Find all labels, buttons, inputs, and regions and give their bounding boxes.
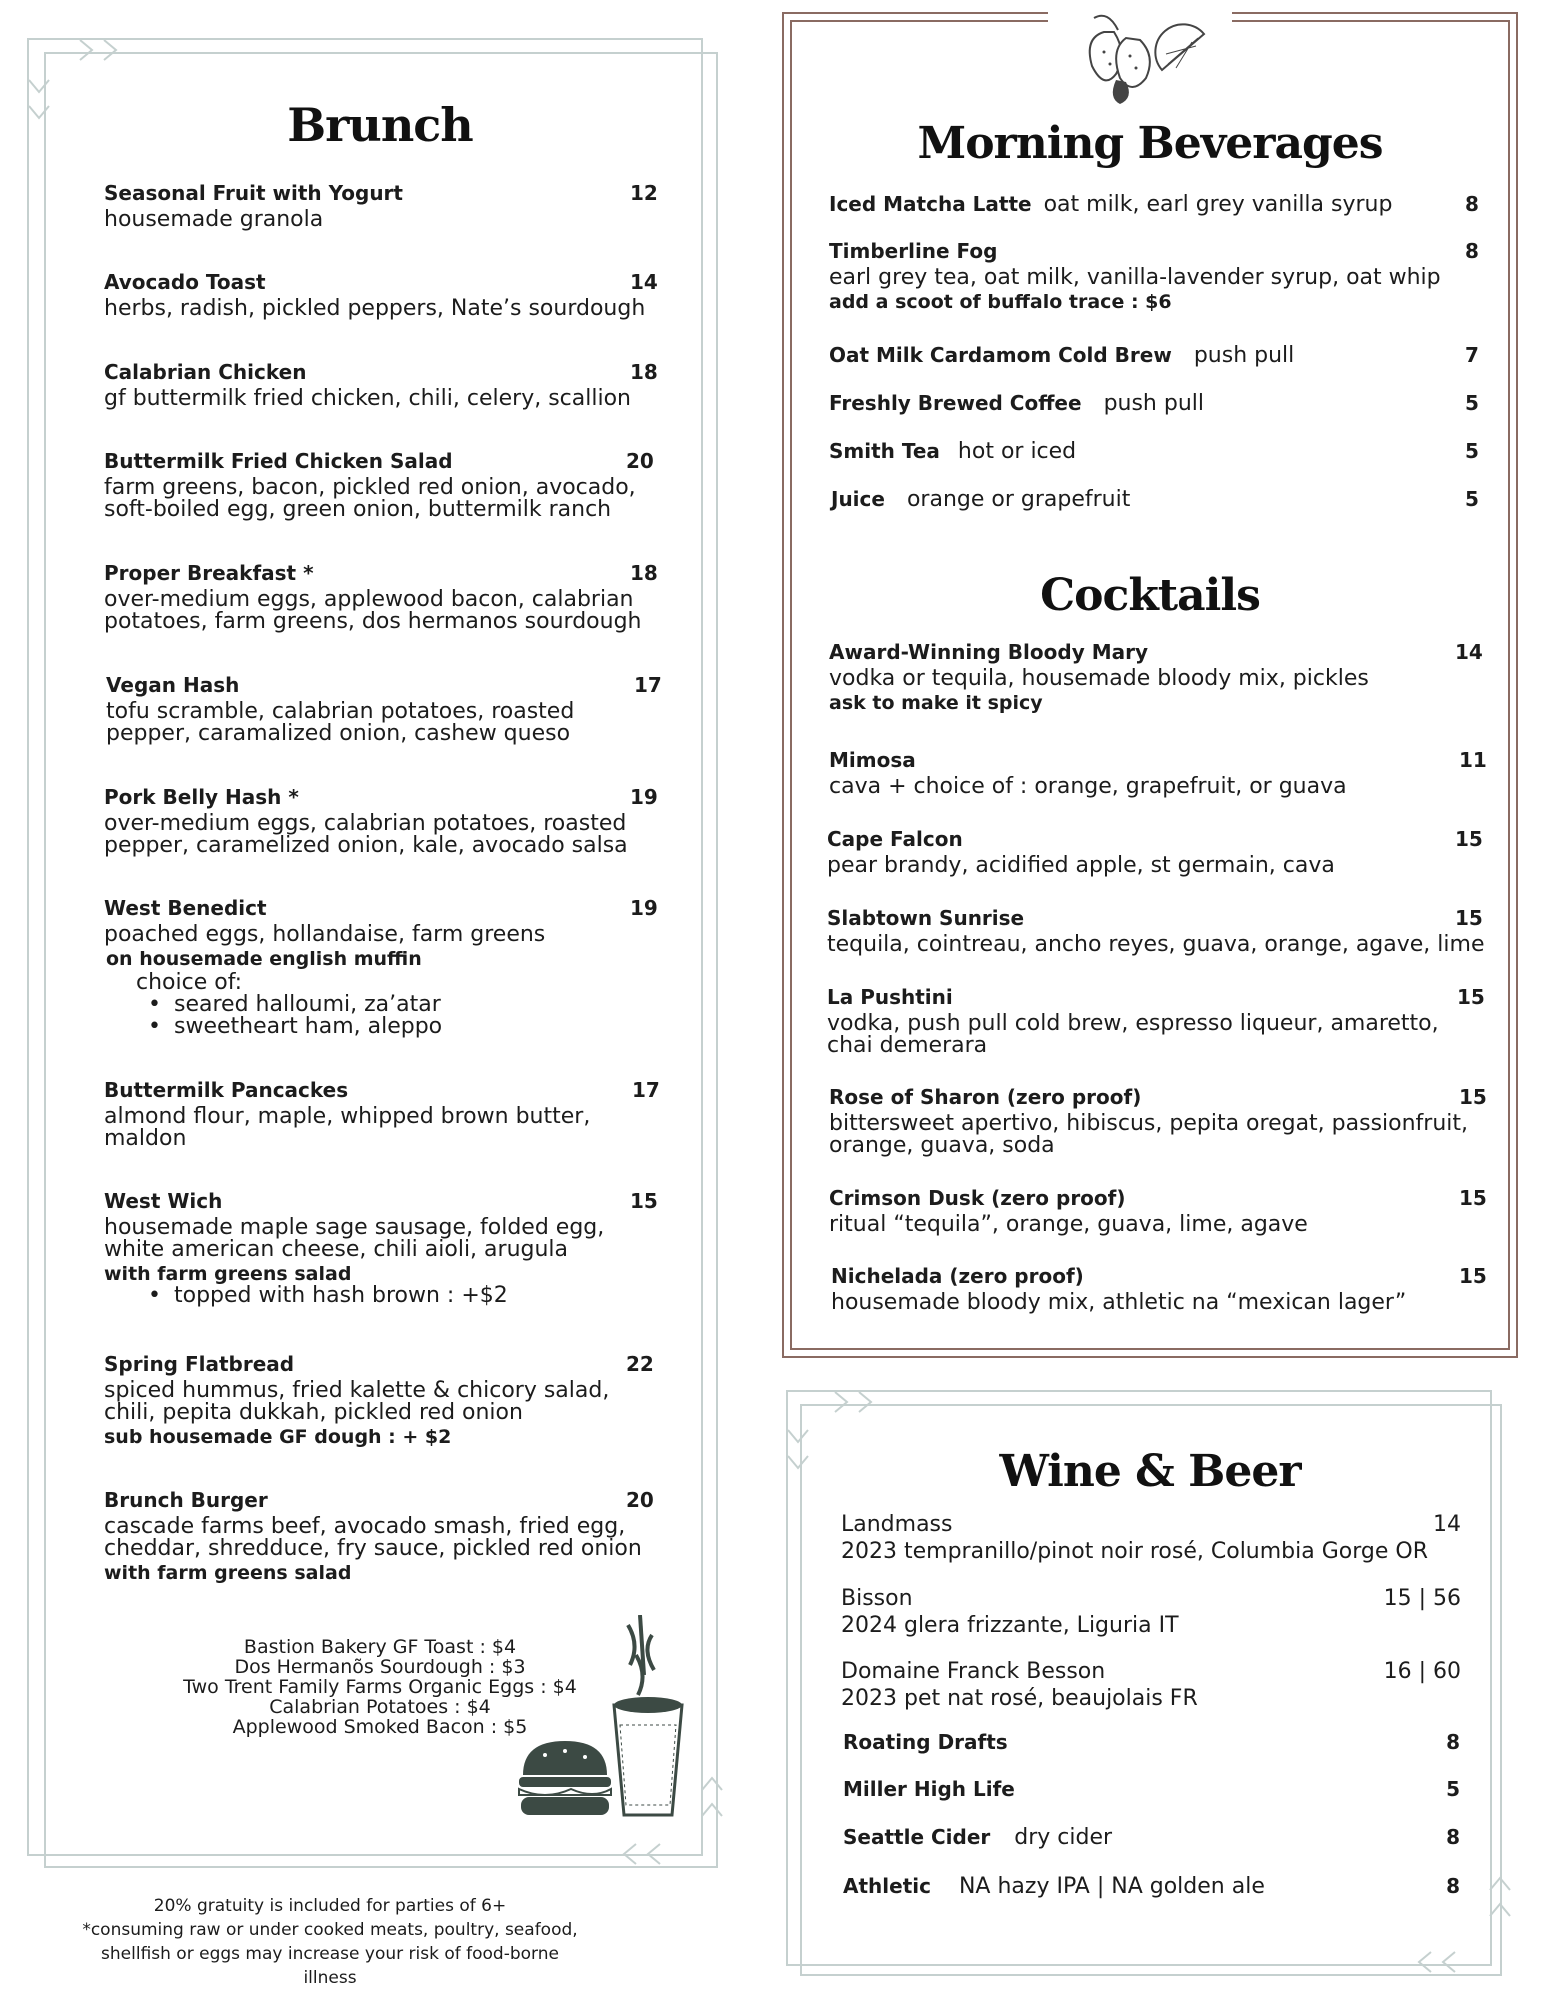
menu-item: [104, 270, 658, 321]
beverage-item: [829, 439, 1479, 464]
item-price: 5: [1465, 391, 1479, 415]
item-price: 16 | 60: [1383, 1659, 1461, 1684]
item-price: 19: [630, 896, 658, 920]
cocktail-item: [829, 748, 1487, 799]
item-desc: cheddar, shredduce, fry sauce, pickled red onion: [104, 1536, 642, 1561]
menu-item: [104, 1488, 664, 1584]
item-price: 8: [1446, 1874, 1460, 1898]
item-desc: white american cheese, chili aioli, arugula: [104, 1237, 569, 1262]
beer-item: [843, 1777, 1460, 1801]
item-desc: over-medium eggs, applewood bacon, calabrian: [104, 587, 634, 612]
item-name: Seasonal Fruit with Yogurt: [104, 181, 403, 205]
item-desc: 2023 tempranillo/pinot noir rosé, Columbia Gorge OR: [841, 1539, 1428, 1564]
side-item: Two Trent Family Farms Organic Eggs : $4: [183, 1676, 577, 1698]
item-desc: housemade maple sage sausage, folded egg,: [104, 1215, 605, 1240]
item-note: ask to make it spicy: [829, 692, 1043, 714]
bloody-mary-illustration-icon: [608, 1615, 688, 1825]
item-name: Oat Milk Cardamom Cold Brew: [829, 343, 1172, 367]
item-note: with farm greens salad: [104, 1562, 352, 1584]
item-note: add a scoot of buffalo trace : $6: [829, 291, 1172, 313]
side-item: Dos Hermanõs Sourdough : $3: [234, 1656, 526, 1678]
item-name: Smith Tea: [829, 439, 940, 463]
cocktail-item: [829, 1186, 1487, 1237]
item-name: West Benedict: [104, 896, 267, 920]
item-option: • topped with hash brown : +$2: [174, 1285, 654, 1307]
wine-beer-title: Wine & Beer: [999, 1446, 1301, 1497]
item-desc: pepper, caramelized onion, kale, avocado salsa: [104, 833, 628, 858]
item-price: 15 | 56: [1383, 1586, 1461, 1611]
item-name: Iced Matcha Latte: [829, 192, 1032, 216]
cocktails-title: Cocktails: [1040, 570, 1260, 621]
item-name: Bisson: [841, 1586, 913, 1611]
item-desc: housemade bloody mix, athletic na “mexican lager”: [831, 1290, 1407, 1315]
item-name: Rose of Sharon (zero proof): [829, 1085, 1142, 1109]
beverage-item: [829, 391, 1479, 416]
menu-item: [104, 1189, 658, 1308]
menu-item: [106, 673, 662, 746]
item-price: 19: [630, 785, 658, 809]
chevron-ornament-icon: [700, 1760, 724, 1840]
item-choice-label: choice of:: [136, 970, 243, 995]
item-name: Landmass: [841, 1512, 953, 1537]
item-price: 20: [626, 449, 654, 473]
item-price: 15: [1455, 827, 1483, 851]
item-option: • seared halloumi, za’atar: [174, 994, 654, 1016]
item-desc: housemade granola: [104, 207, 324, 232]
item-name: Brunch Burger: [104, 1488, 268, 1512]
item-desc: chili, pepita dukkah, pickled red onion: [104, 1400, 523, 1425]
cocktail-item: [827, 906, 1487, 956]
food-safety-note: shellfish or eggs may increase your risk of food-borne illness: [101, 1944, 559, 1988]
item-desc: push pull: [1103, 391, 1205, 416]
item-desc: 2023 pet nat rosé, beaujolais FR: [841, 1686, 1198, 1711]
item-price: 14: [630, 270, 658, 294]
chevron-ornament-icon: [60, 38, 130, 62]
item-desc: tofu scramble, calabrian potatoes, roasted: [106, 699, 575, 724]
item-desc: farm greens, bacon, pickled red onion, avocado,: [104, 475, 636, 500]
side-item: Calabrian Potatoes : $4: [269, 1696, 491, 1718]
chevron-ornament-icon: [815, 1390, 885, 1414]
item-price: 14: [1455, 640, 1483, 664]
menu-item: [104, 1352, 654, 1448]
item-price: 8: [1446, 1730, 1460, 1754]
beer-item: [843, 1825, 1460, 1850]
item-price: 15: [1457, 985, 1485, 1009]
item-name: Miller High Life: [843, 1777, 1015, 1801]
item-note: sub housemade GF dough : + $2: [104, 1426, 452, 1448]
food-safety-note: *consuming raw or under cooked meats, poultry, seafood,: [82, 1920, 578, 1940]
beverage-item: [829, 192, 1479, 217]
cocktail-item: [829, 640, 1483, 714]
cocktail-item: [829, 1085, 1489, 1157]
item-name: Juice: [831, 487, 885, 511]
item-note: on housemade english muffin: [106, 948, 422, 970]
item-name: La Pushtini: [827, 985, 953, 1009]
item-name: Crimson Dusk (zero proof): [829, 1186, 1126, 1210]
item-price: 15: [1459, 1186, 1487, 1210]
item-name: Slabtown Sunrise: [827, 906, 1025, 930]
item-price: 15: [630, 1189, 658, 1213]
item-price: 5: [1465, 487, 1479, 511]
item-desc: cascade farms beef, avocado smash, fried egg,: [104, 1514, 626, 1539]
item-name: Pork Belly Hash *: [104, 785, 299, 809]
item-desc: potatoes, farm greens, dos hermanos sourdough: [104, 609, 642, 634]
menu-item: [104, 360, 658, 411]
item-desc: gf buttermilk fried chicken, chili, celery, scallion: [104, 386, 631, 411]
item-desc: pear brandy, acidified apple, st germain, cava: [827, 853, 1335, 878]
item-name: Mimosa: [829, 748, 916, 772]
wine-item: [841, 1659, 1461, 1711]
menu-item: [104, 561, 658, 634]
cocktail-item: [827, 985, 1485, 1058]
item-desc: tequila, cointreau, ancho reyes, guava, orange, agave, lime: [827, 932, 1485, 957]
beverage-item: [829, 343, 1479, 368]
beverage-item: [831, 487, 1479, 512]
item-desc: almond flour, maple, whipped brown butter,: [104, 1104, 591, 1129]
item-price: 17: [634, 673, 662, 697]
gratuity-note: 20% gratuity is included for parties of 6+: [153, 1896, 507, 1916]
item-name: Seattle Cider: [843, 1825, 991, 1849]
item-desc: maldon: [104, 1126, 187, 1151]
item-desc: push pull: [1193, 343, 1295, 368]
beer-item: [843, 1730, 1460, 1754]
item-name: Buttermilk Fried Chicken Salad: [104, 449, 453, 473]
menu-item: [104, 896, 658, 1039]
cocktail-item: [827, 827, 1483, 878]
item-name: Vegan Hash: [106, 673, 240, 697]
item-desc: spiced hummus, fried kalette & chicory salad,: [104, 1378, 610, 1403]
item-desc: earl grey tea, oat milk, vanilla-lavender syrup, oat whip: [829, 265, 1441, 290]
item-name: Freshly Brewed Coffee: [829, 391, 1082, 415]
item-name: Roating Drafts: [843, 1730, 1008, 1754]
item-price: 8: [1465, 239, 1479, 263]
item-desc: oat milk, earl grey vanilla syrup: [1043, 192, 1393, 217]
menu-footer: [80, 1894, 580, 1990]
item-desc: ritual “tequila”, orange, guava, lime, agave: [829, 1212, 1308, 1237]
item-desc: 2024 glera frizzante, Liguria IT: [841, 1613, 1179, 1638]
item-name: West Wich: [104, 1189, 223, 1213]
beverage-item: [829, 239, 1479, 313]
wine-item: [841, 1512, 1461, 1564]
beverages-title: Morning Beverages: [917, 118, 1383, 169]
item-price: 12: [630, 181, 658, 205]
side-item: Bastion Bakery GF Toast : $4: [243, 1636, 517, 1658]
chevron-ornament-icon: [610, 1842, 680, 1866]
item-desc: chai demerara: [827, 1033, 988, 1058]
item-desc: soft-boiled egg, green onion, buttermilk ranch: [104, 497, 612, 522]
sides-list: [150, 1637, 610, 1737]
menu-item: [104, 449, 654, 521]
side-item: Applewood Smoked Bacon : $5: [232, 1716, 528, 1738]
item-price: 5: [1446, 1777, 1460, 1801]
item-desc: cava + choice of : orange, grapefruit, or guava: [829, 774, 1347, 799]
item-desc: dry cider: [1014, 1825, 1113, 1850]
item-desc: hot or iced: [957, 439, 1077, 464]
item-price: 17: [632, 1078, 660, 1102]
chevron-ornament-icon: [1488, 1860, 1512, 1940]
item-price: 18: [630, 360, 658, 384]
item-price: 5: [1465, 439, 1479, 463]
item-name: Spring Flatbread: [104, 1352, 295, 1376]
brunch-title: Brunch: [287, 98, 473, 152]
item-name: Buttermilk Pancackes: [104, 1078, 349, 1102]
item-desc: vodka or tequila, housemade bloody mix, pickles: [829, 666, 1369, 691]
item-price: 8: [1446, 1825, 1460, 1849]
item-desc: bittersweet apertivo, hibiscus, pepita oregat, passionfruit,: [829, 1111, 1469, 1136]
item-price: 15: [1459, 1264, 1487, 1288]
item-price: 11: [1459, 748, 1487, 772]
menu-item: [104, 181, 658, 232]
item-name: Calabrian Chicken: [104, 360, 307, 384]
item-price: 14: [1433, 1512, 1461, 1537]
item-name: Athletic: [843, 1874, 931, 1898]
item-price: 8: [1465, 192, 1479, 216]
item-desc: vodka, push pull cold brew, espresso liqueur, amaretto,: [827, 1011, 1439, 1036]
item-name: Timberline Fog: [829, 239, 998, 263]
item-name: Award-Winning Bloody Mary: [829, 640, 1148, 664]
item-desc: poached eggs, hollandaise, farm greens: [104, 922, 546, 947]
item-price: 15: [1455, 906, 1483, 930]
item-name: Proper Breakfast *: [104, 561, 314, 585]
item-desc: over-medium eggs, calabrian potatoes, roasted: [104, 811, 627, 836]
wine-item: [841, 1586, 1461, 1638]
item-note: with farm greens salad: [104, 1263, 352, 1285]
item-desc: orange, guava, soda: [829, 1133, 1055, 1158]
item-desc: pepper, caramalized onion, cashew queso: [106, 721, 571, 746]
item-name: Nichelada (zero proof): [831, 1264, 1084, 1288]
item-desc: orange or grapefruit: [906, 487, 1131, 512]
item-price: 7: [1465, 343, 1479, 367]
menu-item: [104, 785, 658, 858]
chevron-ornament-icon: [1405, 1950, 1475, 1974]
item-price: 15: [1459, 1085, 1487, 1109]
item-name: Avocado Toast: [104, 270, 266, 294]
item-price: 20: [626, 1488, 654, 1512]
item-desc: NA hazy IPA | NA golden ale: [958, 1874, 1265, 1899]
cocktail-item: [831, 1264, 1487, 1315]
item-name: Domaine Franck Besson: [841, 1659, 1106, 1684]
item-option: • sweetheart ham, aleppo: [174, 1016, 654, 1038]
item-price: 22: [626, 1352, 654, 1376]
fruit-illustration-icon: [1080, 4, 1220, 108]
beer-item: [843, 1874, 1460, 1899]
item-name: Cape Falcon: [827, 827, 963, 851]
item-desc: herbs, radish, pickled peppers, Nate’s sourdough: [104, 296, 646, 321]
item-price: 18: [630, 561, 658, 585]
menu-item: [104, 1078, 660, 1151]
